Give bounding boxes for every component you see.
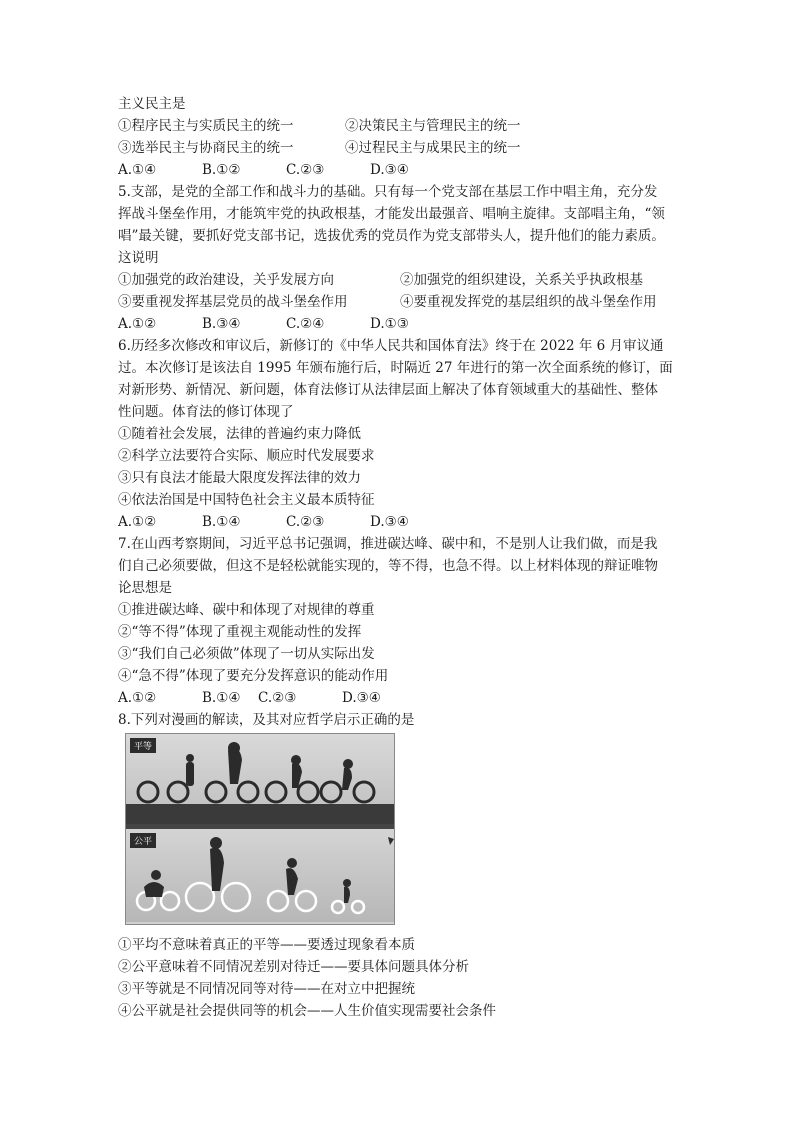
comic-image (125, 733, 395, 925)
q7-stem-line-3: 论思想是 (118, 580, 172, 596)
q5-stem-line-2: 挥战斗堡垒作用，才能筑牢党的执政根基，才能发出最强音、唱响主旋律。支部唱主角，“领 (118, 206, 665, 222)
q5-option-2: ②加强党的组织建设，关系关乎执政根基 (400, 272, 643, 288)
q5-stem-line-3: 唱”最关键，要抓好党支部书记，选拔优秀的党员作为党支部带头人，提升他们的能力素质。 (118, 228, 665, 244)
q4-option-1: ①程序民主与实质民主的统一 (118, 118, 294, 134)
q7-choice-b: B.①④ (202, 690, 241, 706)
q7-choice-a: A.①② (118, 690, 157, 706)
q4-option-3: ③选举民主与协商民主的统一 (118, 140, 294, 156)
q5-choice-b: B.③④ (202, 316, 241, 332)
comic-panel-label-equality: 平等 (130, 738, 156, 753)
q8-option-1: ①平均不意味着真正的平等——要透过现象看本质 (118, 937, 415, 953)
q4-choice-d: D.③④ (370, 162, 409, 178)
q5-choice-d: D.①③ (370, 316, 409, 332)
q8-option-4: ④公平就是社会提供同等的机会——人生价值实现需要社会条件 (118, 1003, 496, 1019)
q7-option-1: ①推进碳达峰、碳中和体现了对规律的尊重 (118, 602, 375, 618)
q5-stem-line-1: 5.支部，是党的全部工作和战斗力的基础。只有每一个党支部在基层工作中唱主角，充分发 (118, 184, 658, 200)
q7-option-2: ②“等不得”体现了重视主观能动性的发挥 (118, 624, 362, 640)
q4-option-2: ②决策民主与管理民主的统一 (345, 118, 521, 134)
q6-stem-line-2: 过。本次修订是该法自 1995 年颁布施行后，时隔近 27 年进行的第一次全面系统的修订，面 (118, 360, 673, 376)
q6-choice-d: D.③④ (370, 514, 409, 530)
q7-choice-c: C.②③ (258, 690, 297, 706)
q6-stem-line-4: 性问题。体育法的修订体现了 (118, 404, 294, 420)
q4-option-4: ④过程民主与成果民主的统一 (345, 140, 521, 156)
q4-choice-b: B.①② (202, 162, 241, 178)
q7-option-3: ③“我们自己必须做”体现了一切从实际出发 (118, 646, 375, 662)
comic-silhouettes-top (126, 734, 394, 827)
comic-silhouettes-bottom (126, 829, 394, 922)
q5-option-4: ④要重视发挥党的基层组织的战斗堡垒作用 (400, 294, 657, 310)
q7-option-4: ④“急不得”体现了要充分发挥意识的能动作用 (118, 668, 389, 684)
q5-option-3: ③要重视发挥基层党员的战斗堡垒作用 (118, 294, 348, 310)
q4-stem-end: 主义民主是 (118, 96, 186, 112)
q6-option-3: ③只有良法才能最大限度发挥法律的效力 (118, 470, 361, 486)
q8-option-3: ③平等就是不同情况同等对待——在对立中把握统 (118, 981, 415, 997)
q8-stem: 8.下列对漫画的解读，及其对应哲学启示正确的是 (118, 712, 415, 728)
comic-panel-equality (126, 734, 394, 827)
q4-choice-c: C.②③ (286, 162, 325, 178)
q6-choice-b: B.①④ (202, 514, 241, 530)
q6-option-2: ②科学立法要符合实际、顺应时代发展要求 (118, 448, 375, 464)
q5-stem-line-4: 这说明 (118, 250, 159, 266)
q5-choice-a: A.①② (118, 316, 157, 332)
comic-panel-label-fairness: 公平 (130, 833, 156, 848)
q6-option-4: ④依法治国是中国特色社会主义最本质特征 (118, 492, 375, 508)
q4-choice-a: A.①④ (118, 162, 157, 178)
q6-stem-line-1: 6.历经多次修改和审议后，新修订的《中华人民共和国体育法》终于在 2022 年 6 月审议通 (118, 338, 664, 354)
q7-stem-line-1: 7.在山西考察期间，习近平总书记强调，推进碳达峰、碳中和，不是别人让我们做，而是我 (118, 536, 658, 552)
q7-stem-line-2: 们自己必须要做，但这不是轻松就能实现的，等不得，也急不得。以上材料体现的辩证唯物 (118, 558, 658, 574)
q6-choice-a: A.①② (118, 514, 157, 530)
q7-choice-d: D.③④ (342, 690, 381, 706)
q5-choice-c: C.②④ (286, 316, 325, 332)
q6-option-1: ①随着社会发展，法律的普遍约束力降低 (118, 426, 361, 442)
comic-panel-fairness (126, 829, 394, 922)
q6-choice-c: C.②③ (286, 514, 325, 530)
q5-option-1: ①加强党的政治建设，关乎发展方向 (118, 272, 334, 288)
q8-option-2: ②公平意味着不同情况差别对待迁——要具体问题具体分析 (118, 959, 469, 975)
q6-stem-line-3: 对新形势、新情况、新问题，体育法修订从法律层面上解决了体育领域重大的基础性、整体 (118, 382, 658, 398)
